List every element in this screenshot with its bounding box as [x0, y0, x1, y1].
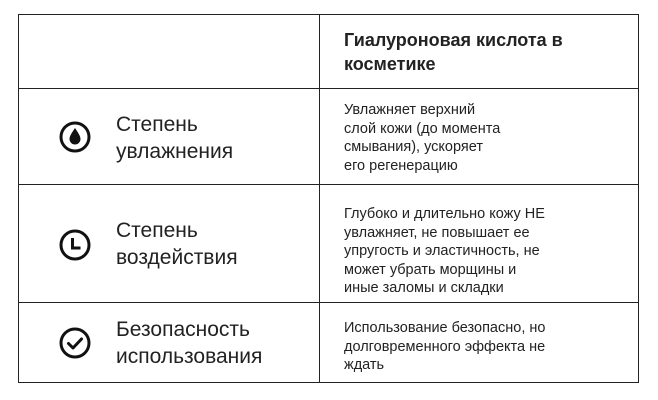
table-row [19, 89, 638, 185]
row-label: Степень увлажнения [116, 113, 234, 163]
row-label: Степень воздействия [116, 219, 238, 269]
row-description: Использование безопасно, но долговременного эффекта не ждать [344, 320, 546, 373]
droplet-icon [59, 121, 91, 153]
checkmark-circle-icon [59, 327, 91, 359]
table-row [19, 185, 638, 303]
row-description: Увлажняет верхний слой кожи (до момента смывания), ускоряет его регенерацию [344, 102, 501, 174]
clock-icon [59, 229, 91, 261]
table-header-row [19, 15, 638, 89]
row-description: Глубоко и длительно кожу НЕ увлажняет, не повышает ее упругость и эластичность, не может убрать морщины и иные заломы и складки [344, 206, 545, 296]
comparison-table [18, 14, 639, 383]
column-title: Гиалуроновая кислота в косметике [344, 30, 563, 74]
row-label: Безопасность использования [116, 318, 263, 368]
table-row [19, 303, 638, 382]
